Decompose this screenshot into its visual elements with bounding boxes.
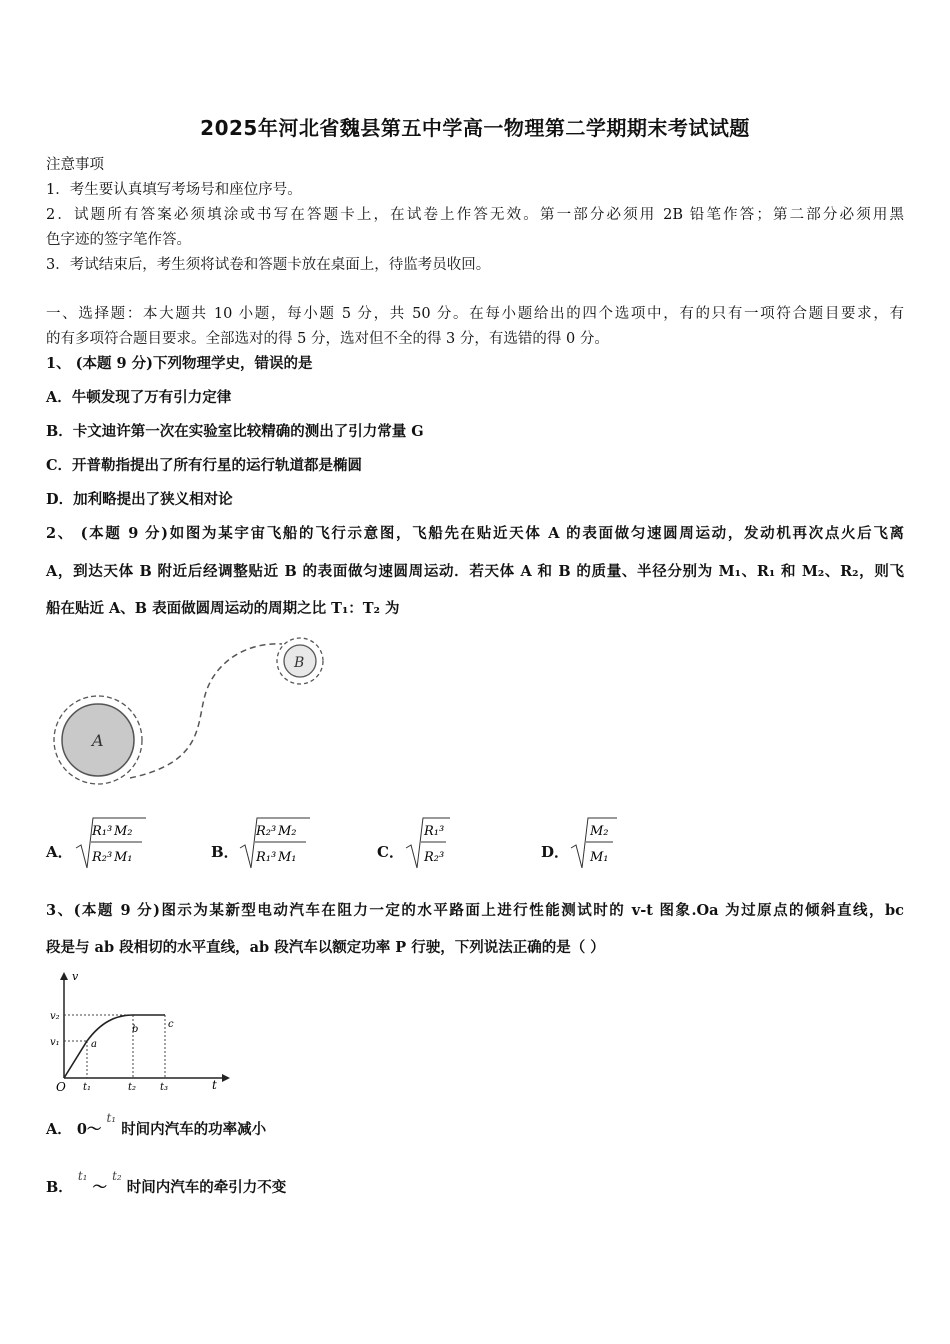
svg-text:t₂: t₂ — [128, 1082, 137, 1092]
q3-option-b: B． $^{t_1}$ ～ $^{t_2}$ 时间内汽车的牵引力不变 — [46, 1169, 287, 1196]
svg-text:t₁: t₁ — [83, 1082, 92, 1092]
svg-text:M₂: M₂ — [278, 824, 297, 839]
notice-item: 2．试题所有答案必须填涂或书写在答题卡上，在试卷上作答无效。第一部分必须用 2B 铅笔作答；第二部分必须用黑 — [46, 207, 904, 223]
svg-text:M₁: M₁ — [278, 850, 297, 865]
vt-graph — [46, 970, 231, 1092]
svg-text:t₃: t₃ — [160, 1082, 169, 1092]
q1-option-c: C．开普勒指提出了所有行星的运行轨道都是椭圆 — [46, 457, 363, 474]
transfer-path — [130, 644, 282, 778]
q2-stem: 2、 (本题 9 分)如图为某宇宙飞船的飞行示意图，飞船先在贴近天体 A 的表面做匀速圆周运动，发动机再次点火后飞离 — [46, 525, 904, 542]
q1-option-a: A．牛顿发现了万有引力定律 — [46, 389, 232, 406]
section-instructions: 一、选择题：本大题共 10 小题，每小题 5 分，共 50 分。在每小题给出的四个选项中，有的只有一项符合题目要求，有 — [46, 306, 904, 322]
q2-option-c-formula — [404, 814, 464, 872]
svg-text:b: b — [132, 1024, 139, 1035]
q2-stem-cont: 船在贴近 A、B 表面做圆周运动的周期之比 T₁：T₂ 为 — [46, 600, 400, 617]
svg-text:v₁: v₁ — [50, 1037, 60, 1048]
q3-stem-cont: 段是与 ab 段相切的水平直线，ab 段汽车以额定功率 P 行驶，下列说法正确的是（ ） — [46, 939, 605, 956]
svg-text:M₂: M₂ — [590, 824, 609, 839]
svg-text:v: v — [72, 970, 79, 983]
svg-text:R₂³: R₂³ — [256, 824, 277, 839]
spaceship-orbit-diagram — [46, 632, 346, 792]
q2-option-d-formula — [569, 814, 629, 872]
q1-stem: 1、 (本题 9 分)下列物理学史，错误的是 — [46, 355, 313, 372]
svg-text:R₁³: R₁³ — [256, 850, 277, 865]
svg-text:M₁: M₁ — [590, 850, 609, 865]
svg-text:t: t — [212, 1078, 217, 1092]
q2-option-d-letter: D． — [541, 843, 570, 861]
q2-option-a-letter: A． — [46, 843, 73, 861]
label-a: A — [92, 731, 104, 750]
svg-text:R₁³: R₁³ — [92, 824, 113, 839]
svg-text:R₂³: R₂³ — [92, 850, 113, 865]
q3-stem: 3、(本题 9 分)图示为某新型电动汽车在阻力一定的水平路面上进行性能测试时的 v-t 图象.Oa 为过原点的倾斜直线，bc — [46, 902, 904, 919]
svg-text:c: c — [168, 1019, 174, 1030]
notice-heading: 注意事项 — [46, 157, 104, 173]
label-b: B — [294, 655, 305, 671]
q2-option-c-letter: C． — [377, 843, 404, 861]
q2-option-b-formula — [238, 814, 318, 872]
svg-text:O: O — [56, 1080, 66, 1092]
notice-item: 3．考试结束后，考生须将试卷和答题卡放在桌面上，待监考员收回。 — [46, 257, 491, 273]
svg-text:v₂: v₂ — [50, 1011, 60, 1022]
page-title: 2025年河北省魏县第五中学高一物理第二学期期末考试试题 — [200, 116, 750, 140]
section-instructions-cont: 的有多项符合题目要求。全部选对的得 5 分，选对但不全的得 3 分，有选错的得 0 分。 — [46, 331, 609, 347]
vt-curve — [64, 1015, 165, 1078]
svg-text:M₂: M₂ — [114, 824, 133, 839]
q1-option-d: D．加利略提出了狭义相对论 — [46, 491, 233, 508]
notice-item: 色字迹的签字笔作答。 — [46, 232, 191, 248]
svg-text:M₁: M₁ — [114, 850, 133, 865]
q3-option-a: A． 0～ $^{t_1}$ 时间内汽车的功率减小 — [46, 1111, 267, 1138]
svg-text:a: a — [91, 1039, 97, 1050]
notice-item: 1．考生要认真填写考场号和座位序号。 — [46, 182, 302, 198]
q2-option-a-formula — [74, 814, 154, 872]
svg-text:R₁³: R₁³ — [424, 824, 445, 839]
q1-option-b: B．卡文迪许第一次在实验室比较精确的测出了引力常量 G — [46, 423, 424, 440]
svg-text:R₂³: R₂³ — [424, 850, 445, 865]
q2-option-b-letter: B． — [211, 843, 239, 861]
q2-stem-cont: A，到达天体 B 附近后经调整贴近 B 的表面做匀速圆周运动．若天体 A 和 B 的质量、半径分别为 M₁、R₁ 和 M₂、R₂，则飞 — [46, 563, 904, 580]
